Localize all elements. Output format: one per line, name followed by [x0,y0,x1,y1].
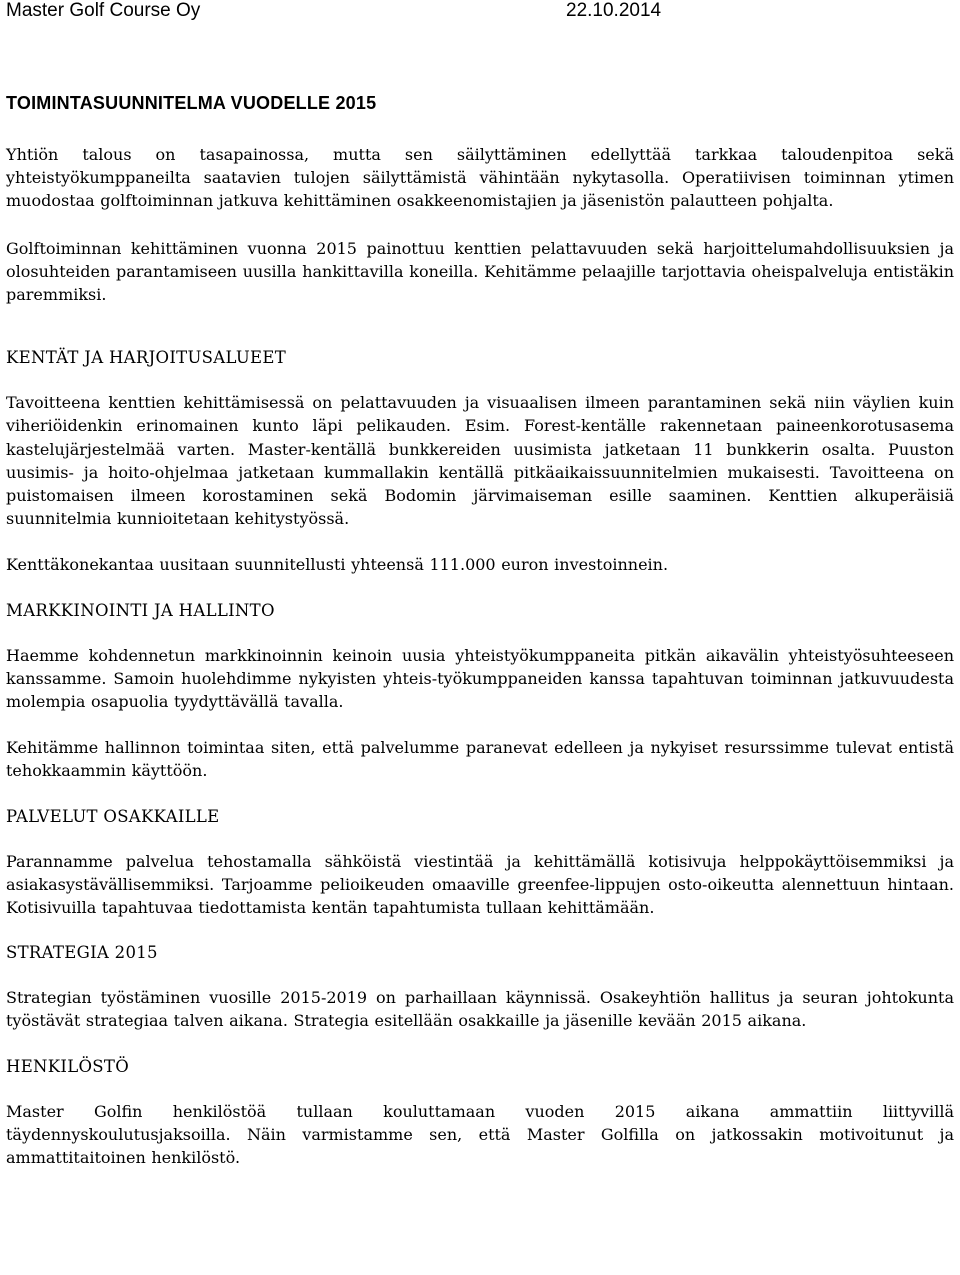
intro-paragraph-2: Golftoiminnan kehittäminen vuonna 2015 painottuu kenttien pelattavuuden sekä harjoittelumahdollisuuksien ja olosuhteiden parantamiseen uusilla hankittavilla koneilla. Kehitämme pelaajille tarjottavia oheispalveluja entistäkin paremmiksi. [6,238,954,305]
strategia-paragraph-1: Strategian työstäminen vuosille 2015-2019 on parhaillaan käynnissä. Osakeyhtiön hallitus ja seuran johtokunta työstävät strategiaa talven aikana. Strategia esitellään osakkaille ja jäsenille kevään 2015 aikana. [6,988,954,1031]
company-name: Master Golf Course Oy [6,0,201,21]
markkinointi-paragraph-1: Haemme kohdennetun markkinoinnin keinoin uusia yhteistyökumppaneita pitkän aikavälin yhteistyösuhteeseen kanssamme. Samoin huolehdimme nykyisten yhteis-työkumppaneiden kanssa tapahtuvan toiminnan jatkuvuudesta molempia osapuolia tyydyttävällä tavalla. [6,645,954,712]
section-heading-markkinointi: MARKKINOINTI JA HALLINTO [6,600,275,620]
section-heading-strategia: STRATEGIA 2015 [6,943,158,963]
henkilosto-paragraph-1: Master Golfin henkilöstöä tullaan kouluttamaan vuoden 2015 aikana ammattiin liittyvillä täydennyskoulutusjaksoilla. Näin varmistamme sen, että Master Golfilla on jatkossakin motivoitunut ja ammattitaitoinen henkilöstö. [6,1101,954,1168]
document-title: TOIMINTASUUNNITELMA VUODELLE 2015 [6,93,377,113]
section-heading-palvelut: PALVELUT OSAKKAILLE [6,806,220,826]
document-page [6,0,954,1169]
section-heading-kentat: KENTÄT JA HARJOITUSALUEET [6,348,287,368]
kentat-paragraph-2: Kenttäkonekantaa uusitaan suunnitellusti yhteensä 111.000 euron investoinnein. [6,555,669,575]
page-header [6,0,954,24]
section-heading-henkilosto: HENKILÖSTÖ [6,1056,130,1076]
markkinointi-paragraph-2: Kehitämme hallinnon toimintaa siten, että palvelumme paranevat edelleen ja nykyiset resurssimme tulevat entistä tehokkaammin käyttöön. [6,738,954,781]
document-date: 22.10.2014 [566,0,662,21]
palvelut-paragraph-1: Parannamme palvelua tehostamalla sähköistä viestintää ja kehittämällä kotisivuja helppokäyttöisemmiksi ja asiakasystävällisemmiksi. Tarjoamme pelioikeuden omaaville greenfee-lippujen osto-oikeutta alennettuun hintaan. Kotisivuilla tapahtuvaa tiedottamista kentän tapahtumista tullaan kehittämään. [6,851,954,918]
kentat-paragraph-1: Tavoitteena kenttien kehittämisessä on pelattavuuden ja visuaalisen ilmeen parantaminen sekä niin väylien kuin viheriöidenkin erinomainen kunto läpi pelikauden. Esim. Forest-kentälle rakennetaan paineenkorotusasema kastelujärjestelmää varten. Master-kentällä bunkkereiden uusimista jatketaan 11 bunkkerin osalta. Puuston uusimis- ja hoito-ohjelmaa jatketaan kummallakin kentällä pitkäaikaissuunnitelmien mukaisesti. Tavoitteena on puistomaisen ilmeen korostaminen sekä Bodomin järvimaiseman esille saaminen. Kenttien alkuperäisiä suunnitelmia kunnioitetaan kehitystyössä. [6,393,954,529]
intro-paragraph-1: Yhtiön talous on tasapainossa, mutta sen säilyttäminen edellyttää tarkkaa taloudenpitoa sekä yhteistyökumppaneilta saatavien tulojen säilyttämistä vähintään nykytasolla. Operatiivisen toiminnan ytimen muodostaa golftoiminnan jatkuva kehittäminen osakkeenomistajien ja jäsenistön palautteen pohjalta. [6,145,954,211]
